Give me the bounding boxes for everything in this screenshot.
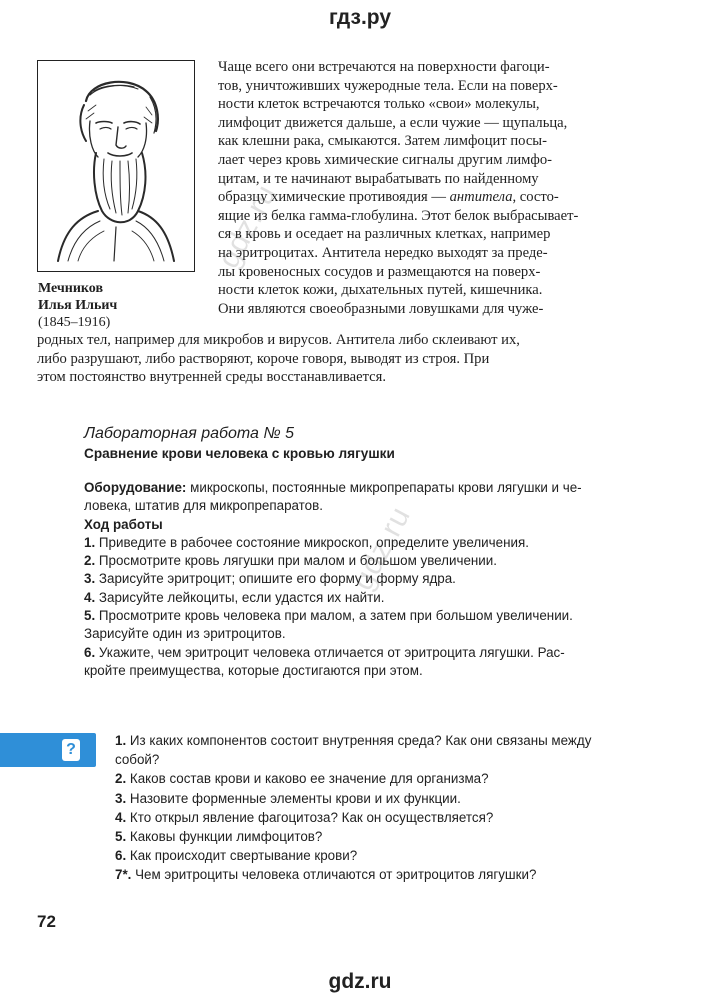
list-item — [84, 552, 669, 570]
lab-subtitle: Сравнение крови человека с кровью лягушки — [84, 446, 395, 461]
question-number: 3. — [115, 790, 127, 806]
equipment-label: Оборудование: — [84, 480, 187, 495]
text-line: либо разрушают, либо растворяют, короче говоря, выводят из строя. При — [37, 350, 490, 367]
equipment-text: микроскопы, постоянные микропрепараты крови лягушки и че- — [186, 480, 582, 495]
step-text: кройте преимущества, которые достигаются при этом. — [84, 662, 423, 678]
text-line: ности клеток кожи, дыхательных путей, кишечника. — [218, 282, 543, 299]
step-text: Приведите в рабочее состояние микроскоп, определите увеличения. — [98, 534, 529, 550]
list-item — [84, 644, 669, 681]
term-antibodies: антитела — [449, 189, 513, 206]
list-item — [84, 589, 669, 607]
question-number: 2. — [115, 771, 127, 787]
text-line: родных тел, например для микробов и вирусов. Антитела либо склеивают их, — [37, 332, 520, 348]
diagonal-watermark: gdz.ru — [212, 179, 284, 274]
site-watermark-top: гдз.ру — [328, 6, 392, 29]
portrait-image — [37, 60, 195, 272]
question-text: собой? — [115, 752, 160, 768]
step-text: Зарисуйте лейкоциты, если удастся их найти. — [98, 589, 385, 605]
text-line: тов, уничтоживших чужеродные тела. Если на поверх- — [218, 77, 558, 94]
lab-equipment — [84, 479, 669, 516]
step-number: 4. — [84, 589, 96, 605]
list-item — [115, 731, 675, 769]
lab-work-section — [84, 425, 669, 680]
text-line: ящие из белка гамма-глобулина. Этот белок выбрасывает- — [218, 207, 579, 224]
caption-surname: Мечников — [38, 281, 104, 296]
text-line: , состо- — [512, 189, 559, 206]
text-line: ся в кровь и оседает на различных клетках, например — [218, 226, 551, 243]
questions-marker — [0, 733, 96, 767]
step-text: Просмотрите кровь лягушки при малом и большом увеличении. — [98, 553, 497, 569]
progress-heading: Ход работы — [84, 516, 163, 532]
page-number: 72 — [37, 912, 56, 931]
step-number: 1. — [84, 534, 96, 550]
question-text: Каков состав крови и каково ее значение для организма? — [129, 771, 489, 787]
portrait-caption — [38, 280, 117, 331]
question-list — [115, 731, 675, 885]
paragraph-right-column — [218, 58, 666, 318]
list-item — [115, 769, 675, 788]
question-text: Назовите форменные элементы крови и их функции. — [129, 790, 461, 806]
list-item — [115, 808, 675, 827]
question-number: 7*. — [115, 867, 132, 883]
list-item — [115, 789, 675, 808]
step-text: Зарисуйте один из эритроцитов. — [84, 626, 286, 642]
equipment-text-cont: ловека, штатив для микропрепаратов. — [84, 498, 323, 514]
caption-years: (1845–1916) — [38, 315, 111, 330]
text-line: как клешни рака, смыкаются. Затем лимфоцит посы- — [218, 133, 547, 150]
site-watermark-bottom: gdz.ru — [328, 970, 392, 993]
portrait-engraving-icon — [38, 61, 194, 271]
step-text: Зарисуйте эритроцит; опишите его форму и форму ядра. — [98, 571, 456, 587]
lab-steps — [84, 534, 669, 680]
lab-title: Лабораторная работа № 5 — [84, 425, 295, 442]
list-item — [84, 534, 669, 552]
question-number: 6. — [115, 848, 127, 864]
text-line: Чаще всего они встречаются на поверхности фагоци- — [218, 59, 550, 75]
diagonal-watermark: gdz.ru — [346, 501, 418, 596]
question-text: Из каких компонентов состоит внутренняя среда? Как они связаны между — [129, 733, 592, 748]
step-text: Просмотрите кровь человека при малом, а затем при большом увеличении. — [98, 608, 573, 624]
list-item — [115, 846, 675, 865]
question-number: 1. — [115, 733, 127, 748]
list-item — [115, 865, 675, 884]
text-line: лает через кровь химические сигналы другим лимфо- — [218, 151, 553, 168]
text-line: на эритроцитах. Антитела нередко выходят за преде- — [218, 244, 548, 261]
text-line: лы кровеносных сосудов и размещаются на поверх- — [218, 263, 541, 280]
question-number: 4. — [115, 809, 127, 825]
step-number: 5. — [84, 608, 96, 624]
review-questions — [115, 731, 675, 885]
question-text: Чем эритроциты человека отличаются от эритроцитов лягушки? — [135, 867, 537, 883]
text-line: этом постоянство внутренней среды восстанавливается. — [37, 369, 387, 386]
question-number: 5. — [115, 829, 127, 845]
step-text: Укажите, чем эритроцит человека отличается от эритроцита лягушки. Рас- — [98, 644, 565, 660]
question-text: Кто открыл явление фагоцитоза? Как он осуществляется? — [129, 809, 494, 825]
question-mark-icon: ? — [62, 739, 80, 761]
list-item — [84, 570, 669, 588]
text-line: лимфоцит движется дальше, а если чужие — щупальца, — [218, 114, 568, 131]
step-number: 3. — [84, 571, 96, 587]
text-line: Они являются своеобразными ловушками для чуже- — [218, 300, 544, 317]
list-item — [84, 607, 669, 644]
text-line: ности клеток встречаются только «свои» молекулы, — [218, 96, 540, 113]
list-item — [115, 827, 675, 846]
question-text: Каковы функции лимфоцитов? — [129, 829, 323, 845]
paragraph-full-width — [37, 331, 666, 387]
step-number: 6. — [84, 644, 96, 660]
text-line: образцу химические противоядия — — [218, 189, 450, 206]
text-line: цитам, и те начинают вырабатывать по найденному — [218, 170, 539, 187]
question-text: Как происходит свертывание крови? — [129, 848, 358, 864]
step-number: 2. — [84, 553, 96, 569]
caption-given-name: Илья Ильич — [38, 298, 118, 313]
